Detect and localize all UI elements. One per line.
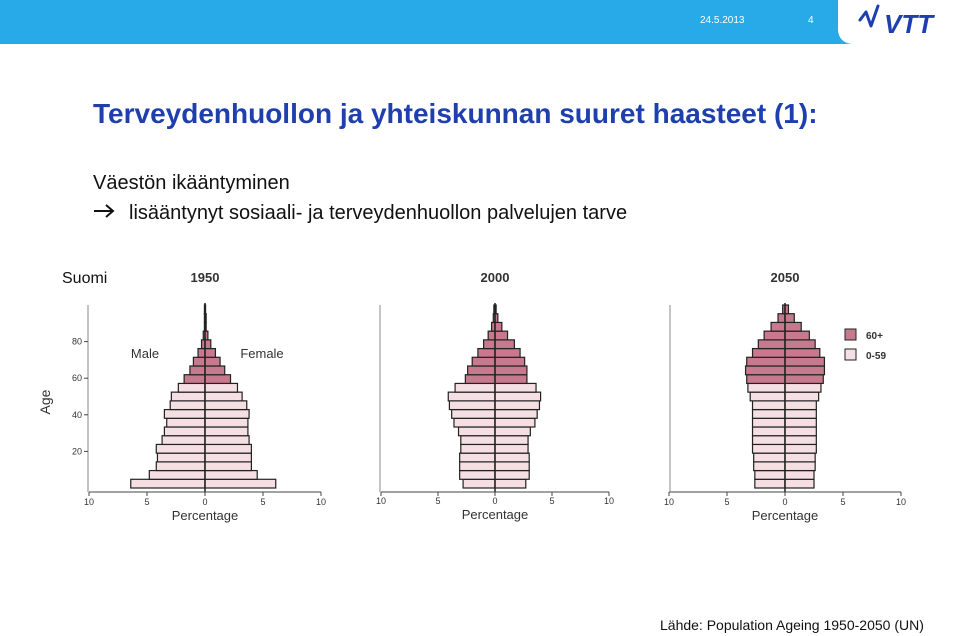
bar-male-10-14 xyxy=(156,462,205,471)
bar-male-50-54 xyxy=(171,392,205,401)
bar-male-60-64 xyxy=(465,375,495,384)
legend-label-60+: 60+ xyxy=(866,331,883,342)
chart-title-2000: 2000 xyxy=(480,270,510,285)
bar-male-0-4 xyxy=(463,479,495,488)
bar-male-20-24 xyxy=(461,444,495,453)
bar-female-30-34 xyxy=(785,427,816,436)
bar-male-60-64 xyxy=(747,375,785,384)
x-axis-label: Percentage xyxy=(751,508,819,523)
bar-male-55-59 xyxy=(178,383,205,392)
bar-female-0-4 xyxy=(785,479,814,488)
bar-male-15-19 xyxy=(754,453,785,462)
bar-female-40-44 xyxy=(785,410,816,419)
bar-male-70-74 xyxy=(747,357,785,366)
chart-title-1950: 1950 xyxy=(190,270,220,285)
bar-male-35-39 xyxy=(753,418,785,427)
bar-female-45-49 xyxy=(785,401,816,410)
bar-male-95-99 xyxy=(778,314,785,323)
bar-female-65-69 xyxy=(495,366,527,375)
bar-male-70-74 xyxy=(472,357,495,366)
subline-text: lisääntynyt sosiaali- ja terveydenhuollon palvelujen tarve xyxy=(129,202,628,224)
bar-female-25-29 xyxy=(785,436,816,445)
y-tick-label: 80 xyxy=(71,336,82,347)
bar-female-90-94 xyxy=(495,322,502,331)
female-label: Female xyxy=(240,346,284,361)
bar-female-75-79 xyxy=(495,349,520,358)
bar-female-60-64 xyxy=(205,375,231,384)
x-tick-label: 10 xyxy=(375,496,387,506)
bar-female-5-9 xyxy=(205,471,257,480)
bar-female-95-99 xyxy=(785,314,794,323)
x-axis-label: Percentage xyxy=(461,507,529,522)
bar-female-55-59 xyxy=(785,383,821,392)
bar-male-25-29 xyxy=(162,436,205,445)
bar-female-60-64 xyxy=(785,375,823,384)
bar-female-80-84 xyxy=(495,340,514,349)
slide-subtitle: Väestön ikääntyminen xyxy=(93,172,290,194)
bar-female-15-19 xyxy=(495,453,529,462)
bar-female-20-24 xyxy=(785,444,816,453)
bar-female-65-69 xyxy=(205,366,225,375)
bar-female-55-59 xyxy=(495,383,536,392)
bar-male-15-19 xyxy=(157,453,205,462)
bar-female-5-9 xyxy=(785,471,814,480)
bar-male-5-9 xyxy=(460,471,495,480)
bar-male-40-44 xyxy=(753,410,785,419)
bar-female-90-94 xyxy=(785,322,801,331)
bar-male-10-14 xyxy=(754,462,785,471)
bar-female-35-39 xyxy=(495,418,535,427)
bar-male-40-44 xyxy=(164,410,205,419)
y-tick-label: 60 xyxy=(71,373,82,384)
chart-title-2050: 2050 xyxy=(770,270,800,285)
bar-female-60-64 xyxy=(495,375,527,384)
x-tick-label: 10 xyxy=(83,497,95,507)
x-tick-label: 10 xyxy=(895,497,907,507)
bar-male-65-69 xyxy=(468,366,495,375)
bar-male-45-49 xyxy=(170,401,205,410)
bar-male-0-4 xyxy=(755,479,785,488)
bar-male-85-89 xyxy=(764,331,785,340)
x-tick-label: 5 xyxy=(840,497,846,507)
bar-male-10-14 xyxy=(460,462,495,471)
bar-male-35-39 xyxy=(454,418,495,427)
bar-male-25-29 xyxy=(461,436,495,445)
bar-male-75-79 xyxy=(753,349,785,358)
bar-male-75-79 xyxy=(198,349,205,358)
bar-male-15-19 xyxy=(460,453,495,462)
x-tick-label: 5 xyxy=(260,497,266,507)
x-tick-label: 10 xyxy=(663,497,675,507)
bar-male-5-9 xyxy=(755,471,785,480)
bar-female-85-89 xyxy=(785,331,809,340)
bar-female-15-19 xyxy=(785,453,815,462)
bar-male-20-24 xyxy=(156,444,205,453)
bar-female-30-34 xyxy=(205,427,248,436)
bar-female-80-84 xyxy=(785,340,815,349)
bar-male-60-64 xyxy=(184,375,205,384)
bar-male-45-49 xyxy=(449,401,495,410)
bar-female-45-49 xyxy=(495,401,539,410)
bar-female-50-54 xyxy=(205,392,242,401)
x-tick-label: 0 xyxy=(492,496,498,506)
bar-female-10-14 xyxy=(785,462,815,471)
bar-female-25-29 xyxy=(495,436,528,445)
bar-male-5-9 xyxy=(149,471,205,480)
bar-female-50-54 xyxy=(785,392,819,401)
bar-female-30-34 xyxy=(495,427,530,436)
x-tick-label: 5 xyxy=(549,496,555,506)
bar-female-40-44 xyxy=(495,410,537,419)
source-citation: Lähde: Population Ageing 1950-2050 (UN) xyxy=(660,617,924,633)
x-tick-label: 5 xyxy=(435,496,441,506)
bar-female-45-49 xyxy=(205,401,247,410)
bar-male-0-4 xyxy=(131,479,205,488)
legend-swatch-0-59 xyxy=(845,349,856,360)
region-label: Suomi xyxy=(62,270,108,287)
x-tick-label: 5 xyxy=(144,497,150,507)
bar-male-30-34 xyxy=(459,427,495,436)
y-tick-label: 40 xyxy=(71,409,82,420)
x-axis-label: Percentage xyxy=(171,508,239,523)
bar-male-85-89 xyxy=(488,331,495,340)
bar-female-10-14 xyxy=(495,462,529,471)
slide-date: 24.5.2013 xyxy=(700,15,745,26)
bar-female-35-39 xyxy=(785,418,816,427)
bar-male-30-34 xyxy=(753,427,785,436)
bar-male-50-54 xyxy=(448,392,495,401)
bar-female-85-89 xyxy=(495,331,508,340)
bar-male-65-69 xyxy=(746,366,785,375)
bar-male-80-84 xyxy=(484,340,495,349)
bar-male-50-54 xyxy=(750,392,785,401)
bar-female-25-29 xyxy=(205,436,249,445)
bar-female-10-14 xyxy=(205,462,251,471)
bar-male-45-49 xyxy=(753,401,785,410)
x-tick-label: 0 xyxy=(782,497,788,507)
bar-female-70-74 xyxy=(495,357,525,366)
bar-female-15-19 xyxy=(205,453,251,462)
bar-female-70-74 xyxy=(205,357,220,366)
slide-title: Terveydenhuollon ja yhteiskunnan suuret haasteet (1): xyxy=(93,98,818,129)
bar-female-5-9 xyxy=(495,471,529,480)
x-tick-label: 0 xyxy=(202,497,208,507)
y-axis-label: Age xyxy=(37,389,53,415)
bar-female-55-59 xyxy=(205,383,237,392)
bar-male-55-59 xyxy=(748,383,785,392)
bar-female-35-39 xyxy=(205,418,248,427)
bar-male-35-39 xyxy=(167,418,205,427)
bar-female-20-24 xyxy=(495,444,528,453)
bar-male-70-74 xyxy=(193,357,205,366)
bar-male-65-69 xyxy=(190,366,205,375)
y-tick-label: 20 xyxy=(71,446,82,457)
bar-female-20-24 xyxy=(205,444,251,453)
bar-male-25-29 xyxy=(753,436,785,445)
male-label: Male xyxy=(130,346,160,361)
legend-swatch-60+ xyxy=(845,329,856,340)
bar-female-75-79 xyxy=(205,349,215,358)
bar-female-0-4 xyxy=(495,479,526,488)
bar-male-90-94 xyxy=(771,322,785,331)
legend-label-0-59: 0-59 xyxy=(866,351,887,362)
bar-male-20-24 xyxy=(753,444,785,453)
bar-female-65-69 xyxy=(785,366,824,375)
x-tick-label: 5 xyxy=(724,497,730,507)
bar-female-40-44 xyxy=(205,410,249,419)
page-number: 4 xyxy=(808,15,814,26)
bar-male-80-84 xyxy=(758,340,785,349)
bar-male-40-44 xyxy=(452,410,495,419)
x-tick-label: 10 xyxy=(315,497,327,507)
bar-female-0-4 xyxy=(205,479,276,488)
bar-female-50-54 xyxy=(495,392,541,401)
bar-male-75-79 xyxy=(478,349,495,358)
bar-male-55-59 xyxy=(455,383,495,392)
bar-female-75-79 xyxy=(785,349,820,358)
bar-female-80-84 xyxy=(205,340,211,349)
bar-female-70-74 xyxy=(785,357,824,366)
vtt-logo-text: VTT xyxy=(884,9,934,39)
bar-male-30-34 xyxy=(164,427,205,436)
x-tick-label: 10 xyxy=(603,496,615,506)
